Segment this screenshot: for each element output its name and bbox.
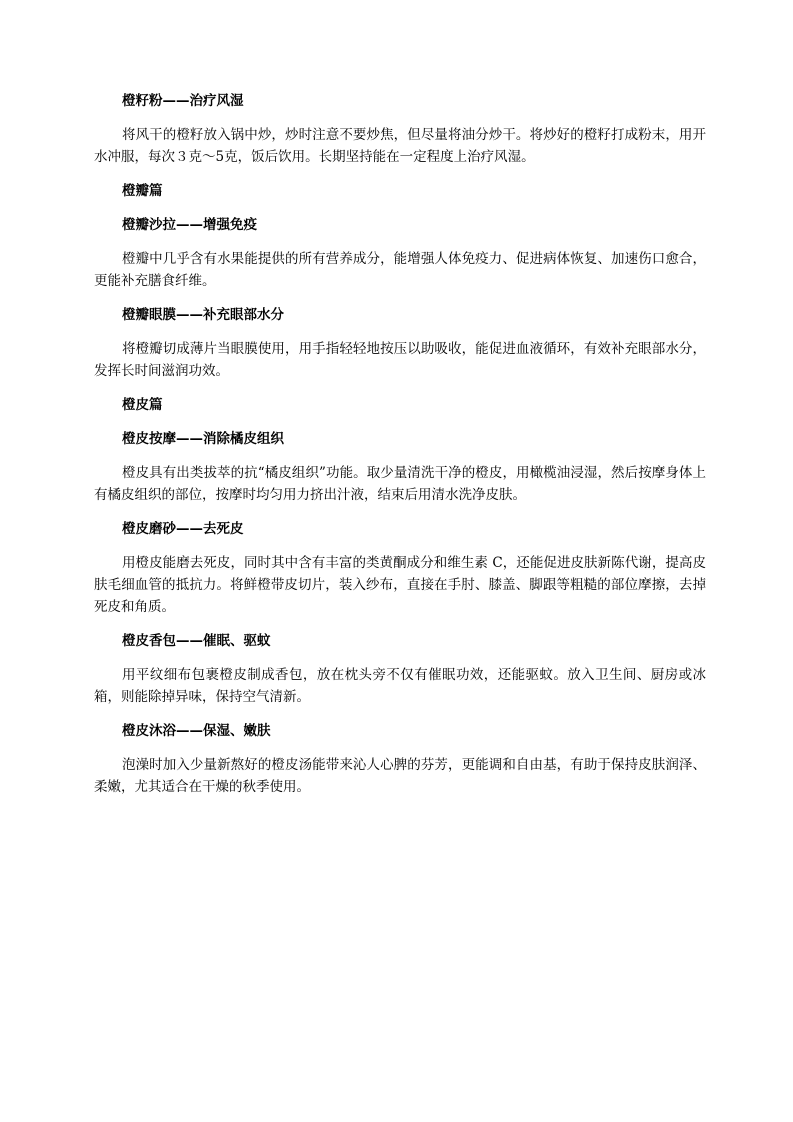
- section-heading: 橙皮沐浴——保湿、嫩肤: [122, 723, 271, 739]
- section-heading: 橙瓣沙拉——增强免疫: [122, 217, 257, 233]
- section-heading: 橙皮按摩——消除橘皮组织: [122, 431, 284, 447]
- chapter-heading: 橙瓣篇: [122, 183, 163, 199]
- chapter-heading: 橙皮篇: [122, 397, 163, 413]
- body-paragraph: 用平纹细布包裹橙皮制成香包，放在枕头旁不仅有催眠功效，还能驱蚊。放入卫生间、厨房或冰箱，则能除掉异味，保持空气清新。: [94, 667, 706, 705]
- section-heading: 橙籽粉——治疗风湿: [122, 93, 244, 109]
- section-heading: 橙皮磨砂——去死皮: [122, 521, 244, 537]
- body-paragraph: 用橙皮能磨去死皮，同时其中含有丰富的类黄酮成分和维生素 C，还能促进皮肤新陈代谢，提高皮肤毛细血管的抵抗力。将鲜橙带皮切片，装入纱布，直接在手肘、膝盖、脚跟等粗糙的部位摩擦，去掉死皮和角质。: [94, 555, 706, 615]
- body-paragraph: 泡澡时加入少量新熬好的橙皮汤能带来沁人心脾的芬芳，更能调和自由基，有助于保持皮肤润泽、柔嫩，尤其适合在干燥的秋季使用。: [94, 757, 706, 795]
- section-heading: 橙瓣眼膜——补充眼部水分: [122, 307, 284, 323]
- body-paragraph: 将风干的橙籽放入锅中炒，炒时注意不要炒焦，但尽量将油分炒干。将炒好的橙籽打成粉末，用开水冲服，每次３克～5克，饭后饮用。长期坚持能在一定程度上治疗风湿。: [94, 127, 706, 165]
- document-body: [94, 90, 706, 810]
- body-paragraph: 橙瓣中几乎含有水果能提供的所有营养成分，能增强人体免疫力、促进病体恢复、加速伤口愈合，更能补充膳食纤维。: [94, 251, 706, 289]
- body-paragraph: 将橙瓣切成薄片当眼膜使用，用手指轻轻地按压以助吸收，能促进血液循环，有效补充眼部水分，发挥长时间滋润功效。: [94, 341, 706, 379]
- body-paragraph: 橙皮具有出类拔萃的抗“橘皮组织”功能。取少量清洗干净的橙皮，用橄榄油浸湿，然后按摩身体上有橘皮组织的部位，按摩时均匀用力挤出汁液，结束后用清水洗净皮肤。: [94, 465, 706, 503]
- section-heading: 橙皮香包——催眠、驱蚊: [122, 633, 271, 649]
